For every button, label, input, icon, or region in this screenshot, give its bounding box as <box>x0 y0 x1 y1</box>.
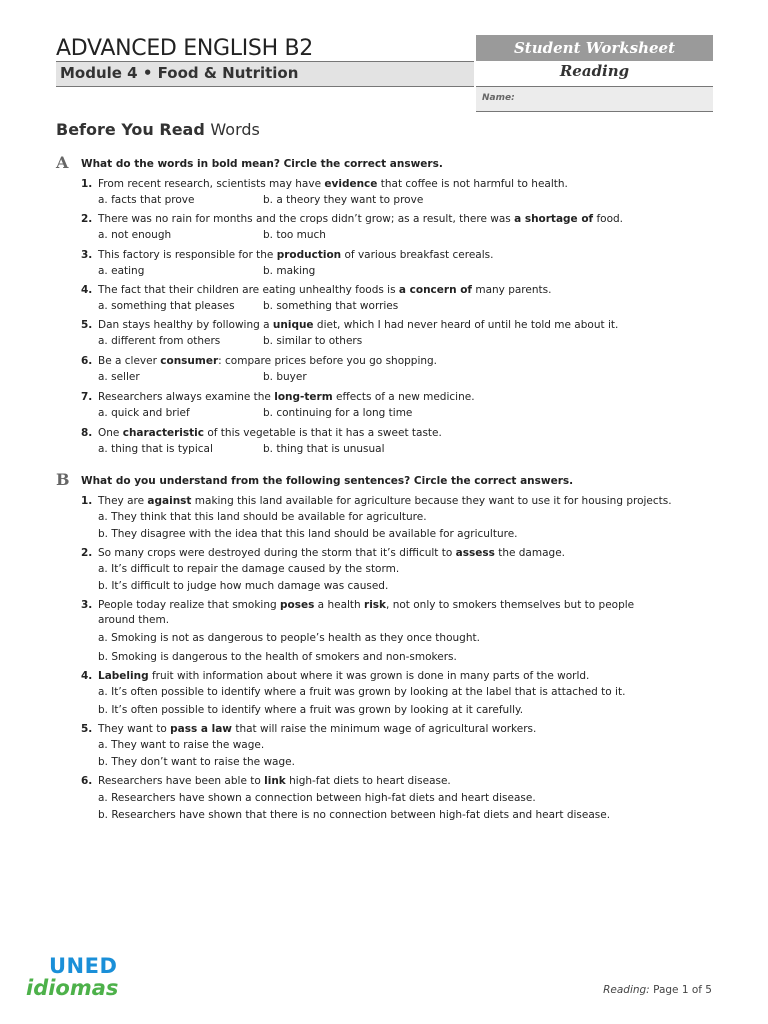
question-text: Labeling fruit with information about where it was grown is done in many parts of the world. <box>98 670 590 682</box>
key-term: a shortage of <box>514 213 594 225</box>
question-number: 1. <box>81 495 93 507</box>
question-number: 6. <box>81 355 93 367</box>
answer-option-b[interactable]: b. Researchers have shown that there is no connection between high-fat diets and heart disease. <box>98 809 611 821</box>
question-item <box>81 426 721 441</box>
question-item <box>81 354 721 369</box>
part-a-instruction: What do the words in bold mean? Circle the correct answers. <box>81 158 443 170</box>
answer-option-a[interactable]: a. quick and brief <box>98 407 190 419</box>
question-text: The fact that their children are eating unhealthy foods is a concern of many parents. <box>98 284 552 296</box>
section-title-main: Before You Read <box>56 120 205 139</box>
key-term: assess <box>455 547 495 559</box>
answer-option-b[interactable]: b. making <box>263 265 316 277</box>
name-label: Name: <box>482 93 515 103</box>
key-term: poses <box>279 599 315 611</box>
question-number: 5. <box>81 723 93 735</box>
answer-option-a[interactable]: a. something that pleases <box>98 300 235 312</box>
question-item <box>81 248 721 263</box>
key-term: pass a law <box>170 723 232 735</box>
question-text: Dan stays healthy by following a unique diet, which I had never heard of until he told me about it. <box>98 319 619 331</box>
key-term: long-term <box>274 391 333 403</box>
answer-option-a[interactable]: a. They think that this land should be available for agriculture. <box>98 511 427 523</box>
answer-option-b[interactable]: b. a theory they want to prove <box>263 194 424 206</box>
key-term: Labeling <box>98 670 149 682</box>
answer-option-b[interactable]: b. continuing for a long time <box>263 407 413 419</box>
question-item <box>81 546 721 561</box>
question-text: From recent research, scientists may have evidence that coffee is not harmful to health. <box>98 178 568 190</box>
title-bold: ADVANCED <box>56 36 177 61</box>
part-b-letter: B <box>56 470 70 489</box>
key-term: characteristic <box>122 427 205 439</box>
question-text: Researchers have been able to link high-fat diets to heart disease. <box>98 775 451 787</box>
logo-line1: UNED <box>49 954 118 978</box>
skill-label: Reading <box>559 62 630 80</box>
module-bar <box>56 62 474 86</box>
answer-option-b[interactable]: b. something that worries <box>263 300 399 312</box>
footer-page: Page 1 of 5 <box>653 984 712 996</box>
key-term: consumer <box>160 355 219 367</box>
question-text: So many crops were destroyed during the storm that it’s difficult to assess the damage. <box>98 547 565 559</box>
answer-option-b[interactable]: b. They don’t want to raise the wage. <box>98 756 295 768</box>
answer-option-b[interactable]: b. buyer <box>263 371 307 383</box>
question-number: 1. <box>81 178 93 190</box>
module-label: Module 4 • Food & Nutrition <box>60 64 299 82</box>
answer-option-b[interactable]: b. too much <box>263 229 326 241</box>
question-number: 2. <box>81 213 93 225</box>
question-text: There was no rain for months and the crops didn’t grow; as a result, there was a shortage of food. <box>98 213 624 225</box>
question-item <box>81 390 721 405</box>
question-item <box>81 212 721 227</box>
answer-option-b[interactable]: b. similar to others <box>263 335 363 347</box>
question-item <box>81 318 721 333</box>
answer-option-b[interactable]: b. thing that is unusual <box>263 443 385 455</box>
question-text: Researchers always examine the long-term effects of a new medicine. <box>98 391 475 403</box>
key-term: evidence <box>324 178 378 190</box>
question-text: People today realize that smoking poses a health risk, not only to smokers themselves but to people <box>98 599 635 611</box>
key-term: a concern of <box>398 284 472 296</box>
question-item <box>81 494 721 509</box>
question-item <box>81 598 721 613</box>
answer-option-a[interactable]: a. eating <box>98 265 145 277</box>
answer-option-a[interactable]: a. not enough <box>98 229 172 241</box>
question-number: 7. <box>81 391 93 403</box>
question-item <box>81 669 721 684</box>
question-text: They want to pass a law that will raise the minimum wage of agricultural workers. <box>98 723 537 735</box>
part-b-instruction: What do you understand from the following sentences? Circle the correct answers. <box>81 475 574 487</box>
question-item <box>81 774 721 789</box>
question-number: 6. <box>81 775 93 787</box>
key-term: production <box>276 249 342 261</box>
question-number: 3. <box>81 249 93 261</box>
answer-option-b[interactable]: b. They disagree with the idea that this land should be available for agriculture. <box>98 528 518 540</box>
worksheet-title <box>56 36 313 61</box>
worksheet-label: Student Worksheet <box>513 39 676 57</box>
question-number: 4. <box>81 670 93 682</box>
page-footer <box>603 984 712 996</box>
student-worksheet-banner <box>476 35 713 61</box>
question-number: 8. <box>81 427 93 439</box>
answer-option-b[interactable]: b. It’s often possible to identify where a fruit was grown by looking at it carefully. <box>98 704 524 716</box>
question-text: Be a clever consumer: compare prices before you go shopping. <box>98 355 438 367</box>
question-number: 5. <box>81 319 93 331</box>
key-term: risk <box>364 599 387 611</box>
question-text-continued: around them. <box>98 614 170 626</box>
section-subtitle: Words <box>210 120 260 139</box>
answer-option-a[interactable]: a. Researchers have shown a connection between high-fat diets and heart disease. <box>98 792 536 804</box>
uned-idiomas-logo <box>26 952 166 1002</box>
answer-option-a[interactable]: a. seller <box>98 371 140 383</box>
question-number: 4. <box>81 284 93 296</box>
name-field[interactable] <box>476 87 713 112</box>
key-term: link <box>264 775 286 787</box>
footer-skill: Reading: <box>603 984 650 996</box>
key-term: unique <box>272 319 314 331</box>
answer-option-a[interactable]: a. It’s difficult to repair the damage caused by the storm. <box>98 563 400 575</box>
answer-option-a[interactable]: a. different from others <box>98 335 221 347</box>
answer-option-a[interactable]: a. facts that prove <box>98 194 195 206</box>
question-item <box>81 177 721 192</box>
answer-option-a[interactable]: a. thing that is typical <box>98 443 213 455</box>
answer-option-a[interactable]: a. They want to raise the wage. <box>98 739 265 751</box>
header-divider-bottom <box>56 86 474 87</box>
answer-option-a[interactable]: a. Smoking is not as dangerous to people’s health as they once thought. <box>98 632 480 644</box>
answer-option-b[interactable]: b. Smoking is dangerous to the health of smokers and non-smokers. <box>98 651 457 663</box>
logo-line2: idiomas <box>26 976 119 1000</box>
section-title <box>56 120 260 139</box>
question-text: One characteristic of this vegetable is that it has a sweet taste. <box>98 427 442 439</box>
key-term: against <box>147 495 192 507</box>
question-text: This factory is responsible for the production of various breakfast cereals. <box>98 249 494 261</box>
question-item <box>81 722 721 737</box>
question-number: 2. <box>81 547 93 559</box>
answer-option-b[interactable]: b. It’s difficult to judge how much damage was caused. <box>98 580 389 592</box>
answer-option-a[interactable]: a. It’s often possible to identify where a fruit was grown by looking at the label that is attached to it. <box>98 686 626 698</box>
question-number: 3. <box>81 599 93 611</box>
part-a-letter: A <box>56 153 69 172</box>
title-rest: ENGLISH B2 <box>176 36 313 61</box>
question-text: They are against making this land available for agriculture because they want to use it for housing projects. <box>98 495 672 507</box>
question-item <box>81 283 721 298</box>
